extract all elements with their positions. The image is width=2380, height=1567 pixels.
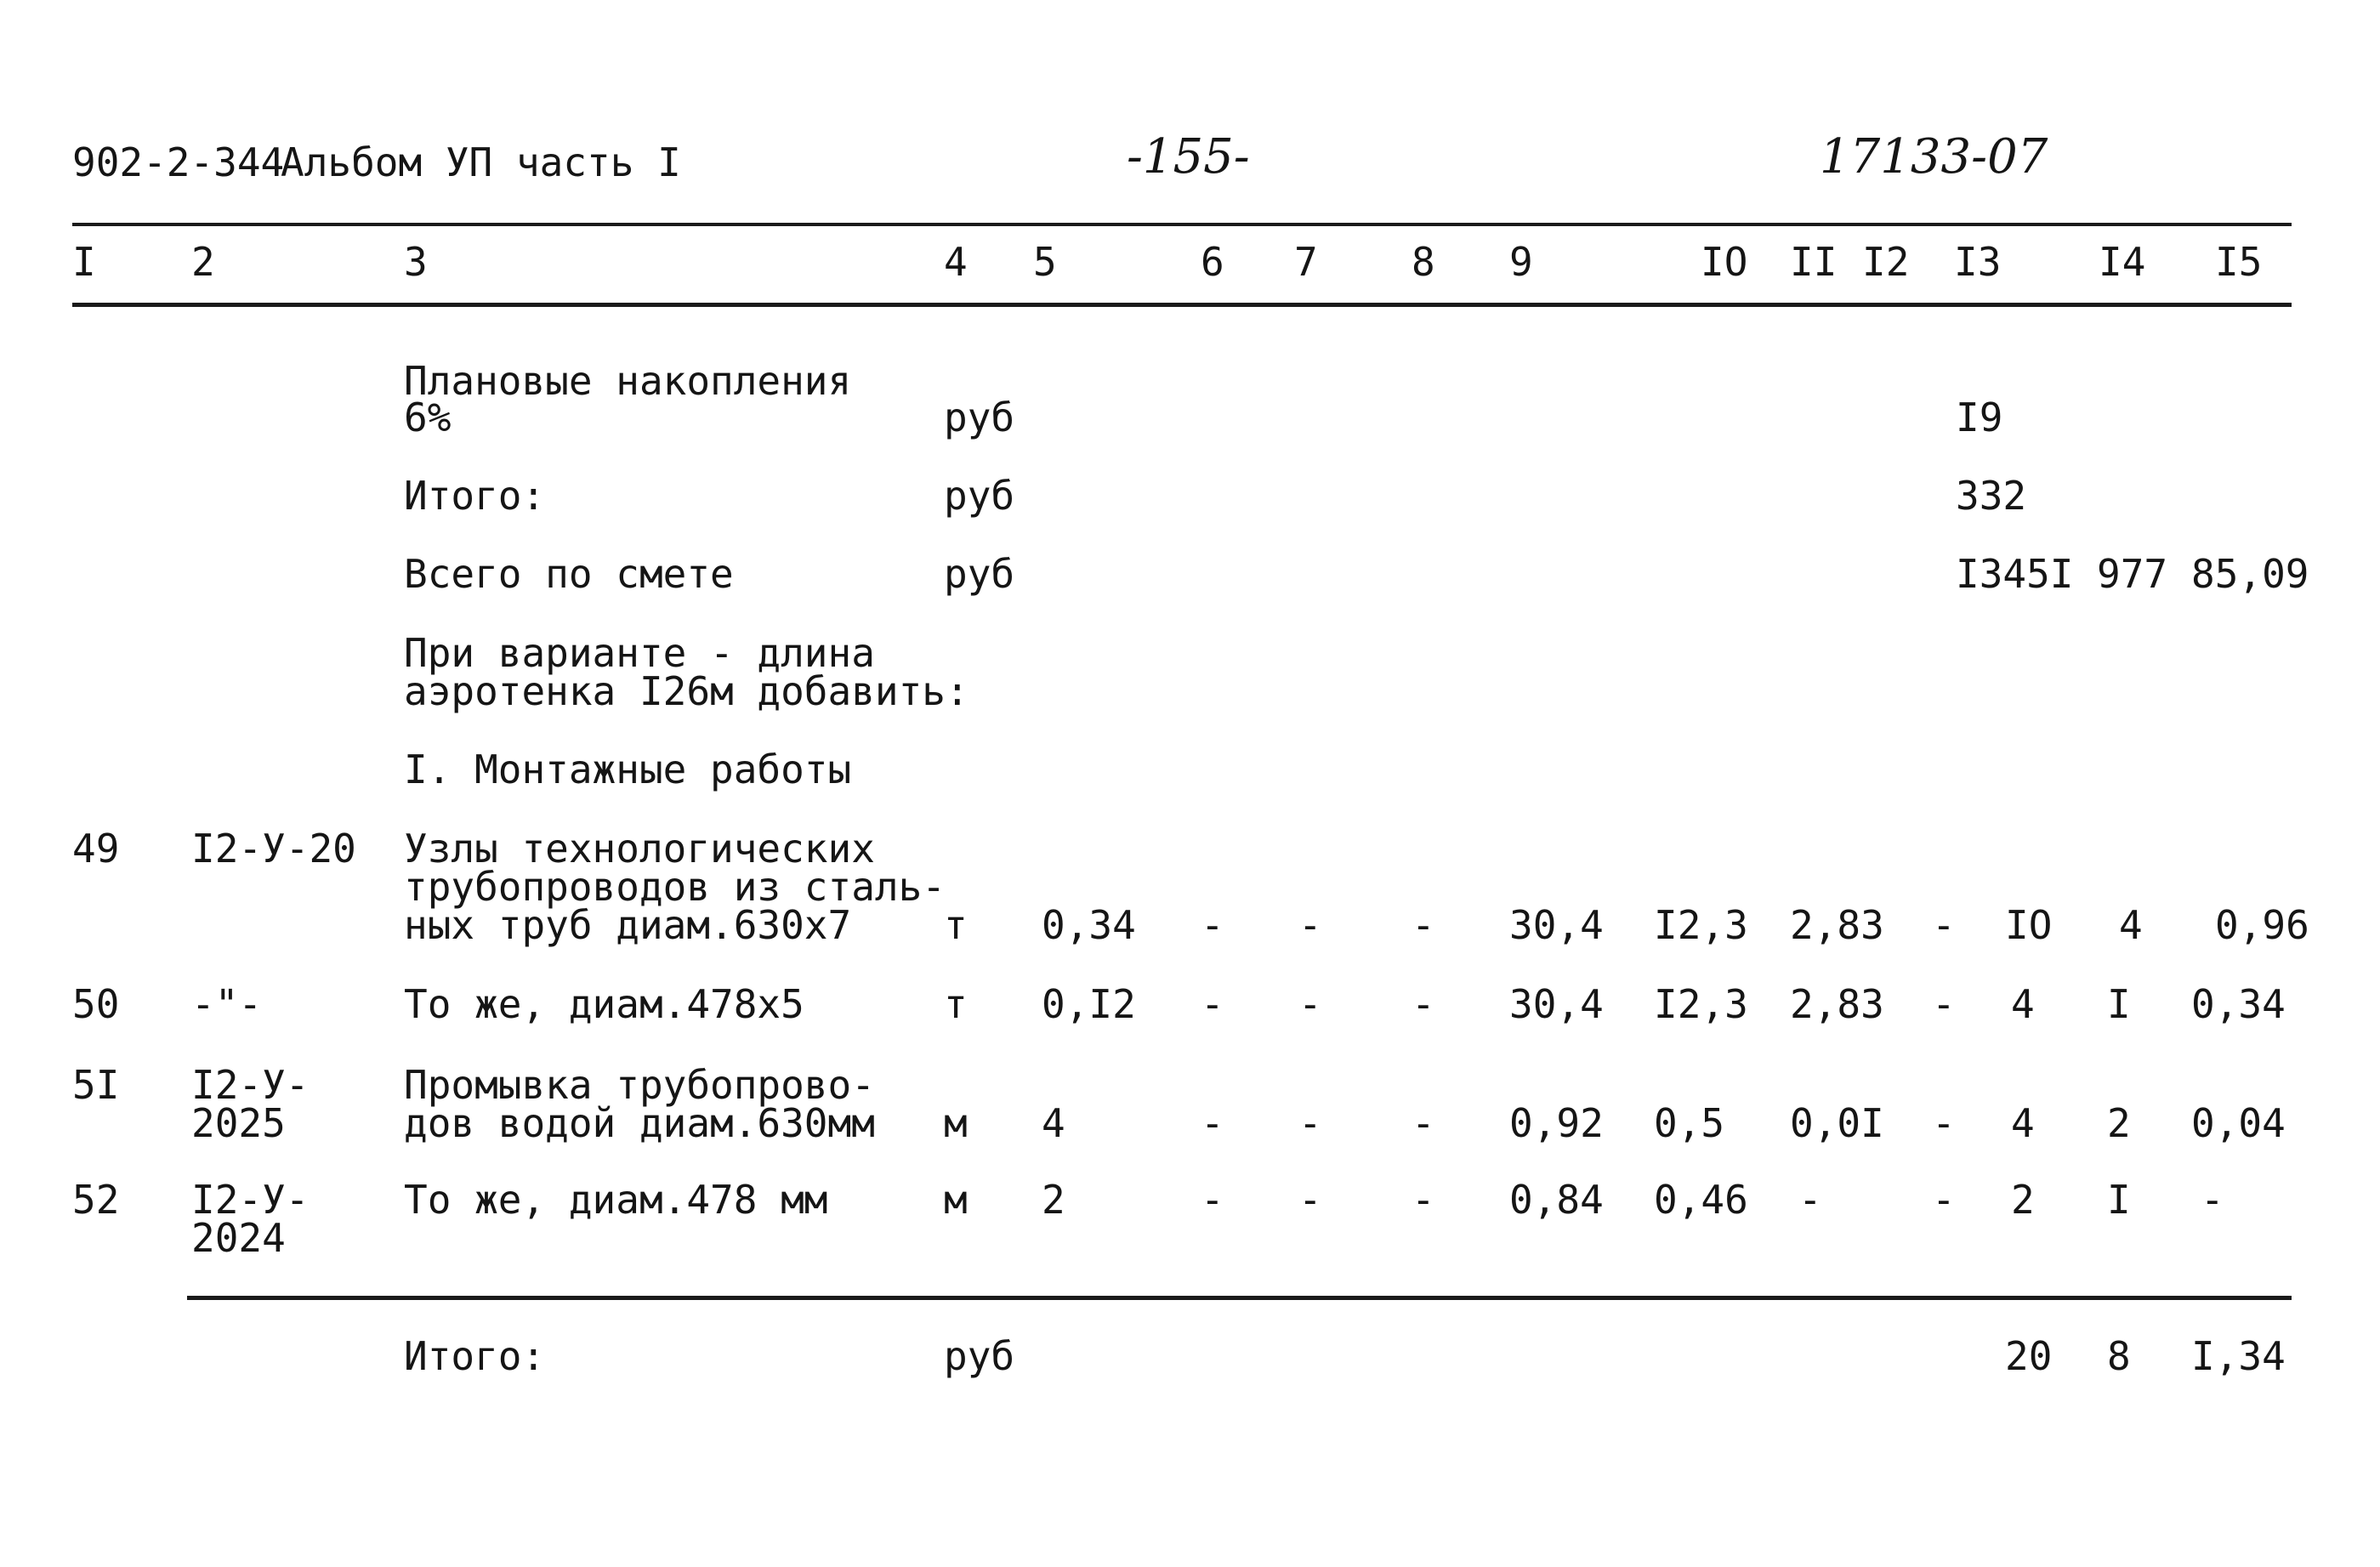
row-number: 52: [72, 1177, 120, 1223]
planned-col13: I9: [1956, 395, 2003, 440]
row-col15: -: [2201, 1177, 2224, 1223]
variant-note-line-1: При варианте - длина: [404, 630, 875, 676]
row-code-line: 2024: [191, 1215, 286, 1261]
col-header-4: 4: [944, 239, 968, 285]
total-label: Итого:: [404, 473, 546, 519]
row-description-line: дов водой диам.630мм: [404, 1100, 875, 1146]
row-col7: -: [1298, 1177, 1322, 1223]
row-number: 49: [72, 826, 120, 872]
row-number: 5I: [72, 1062, 120, 1108]
row-col14: 2: [2107, 1100, 2131, 1146]
col-header-5: 5: [1033, 239, 1057, 285]
row-code-line: I2-У-: [191, 1177, 310, 1223]
row-col14: I: [2107, 981, 2131, 1027]
row-col12: -: [1932, 981, 1956, 1027]
col-header-2: 2: [191, 239, 215, 285]
planned-label-line-2: 6%: [404, 395, 452, 440]
col-header-10: IO: [1701, 239, 1748, 285]
col-header-6: 6: [1201, 239, 1224, 285]
row-col9: 30,4: [1509, 981, 1604, 1027]
row-col7: -: [1298, 981, 1322, 1027]
row-col12: -: [1932, 1100, 1956, 1146]
document-code: 902-2-344: [72, 139, 285, 185]
row-col7: -: [1298, 902, 1322, 948]
row-col8: -: [1412, 981, 1435, 1027]
row-description-line: ных труб диам.630х7: [404, 902, 852, 948]
row-col11: 0,0I: [1790, 1100, 1884, 1146]
row-col13: 4: [2011, 981, 2035, 1027]
header-bottom-rule: [72, 303, 2292, 307]
grand-total-label: Всего по смете: [404, 551, 734, 597]
final-total-col13: 20: [2005, 1333, 2053, 1379]
row-col9: 0,84: [1509, 1177, 1604, 1223]
totals-rule: [187, 1296, 2292, 1300]
grand-total-col14: 977: [2097, 551, 2168, 597]
row-col14: I: [2107, 1177, 2131, 1223]
row-col6: -: [1201, 1177, 1224, 1223]
col-header-14: I4: [2099, 239, 2146, 285]
row-col5: 0,I2: [1042, 981, 1136, 1027]
row-col9: 30,4: [1509, 902, 1604, 948]
row-col15: 0,34: [2191, 981, 2286, 1027]
row-col11: -: [1798, 1177, 1822, 1223]
variant-note-line-2: аэротенка I26м добавить:: [404, 668, 969, 714]
col-header-15: I5: [2215, 239, 2263, 285]
row-code-line: 2025: [191, 1100, 286, 1146]
row-col6: -: [1201, 1100, 1224, 1146]
row-description-line: То же, диам.478 мм: [404, 1177, 828, 1223]
row-col10: 0,46: [1654, 1177, 1748, 1223]
row-col6: -: [1201, 981, 1224, 1027]
row-col12: -: [1932, 1177, 1956, 1223]
col-header-1: I: [72, 239, 96, 285]
row-unit: м: [944, 1177, 968, 1223]
total-col13: 332: [1956, 473, 2027, 519]
col-header-8: 8: [1412, 239, 1435, 285]
row-col5: 0,34: [1042, 902, 1136, 948]
final-total-col14: 8: [2107, 1333, 2131, 1379]
row-col10: 0,5: [1654, 1100, 1725, 1146]
album-title: Альбом УП часть I: [281, 139, 681, 185]
row-code: -"-: [191, 981, 263, 1027]
section-title: I. Монтажные работы: [404, 747, 852, 792]
header-top-rule: [72, 223, 2292, 226]
row-col8: -: [1412, 1100, 1435, 1146]
col-header-7: 7: [1294, 239, 1318, 285]
row-col6: -: [1201, 902, 1224, 948]
row-col11: 2,83: [1790, 902, 1884, 948]
planned-label-line-1: Плановые накопления: [404, 358, 852, 404]
row-number: 50: [72, 981, 120, 1027]
row-unit: т: [944, 981, 968, 1027]
grand-total-unit: руб: [944, 551, 1015, 597]
final-total-label: Итого:: [404, 1333, 546, 1379]
col-header-13: I3: [1954, 239, 2002, 285]
row-col7: -: [1298, 1100, 1322, 1146]
row-col5: 2: [1042, 1177, 1065, 1223]
row-col5: 4: [1042, 1100, 1065, 1146]
row-col13: 4: [2011, 1100, 2035, 1146]
col-header-9: 9: [1509, 239, 1533, 285]
row-description-line: То же, диам.478х5: [404, 981, 804, 1027]
row-col13: IO: [2005, 902, 2053, 948]
row-code-line: I2-У-: [191, 1062, 310, 1108]
row-col14: 4: [2119, 902, 2143, 948]
row-col8: -: [1412, 902, 1435, 948]
sheet-code: 17133-07: [1820, 129, 2048, 185]
planned-unit: руб: [944, 395, 1015, 440]
row-col10: I2,3: [1654, 902, 1748, 948]
final-total-col15: I,34: [2191, 1333, 2286, 1379]
row-description-line: Узлы технологических: [404, 826, 875, 872]
row-col10: I2,3: [1654, 981, 1748, 1027]
row-unit: м: [944, 1100, 968, 1146]
row-col15: 0,04: [2191, 1100, 2286, 1146]
row-description-line: трубопроводов из сталь-: [404, 864, 946, 910]
row-col12: -: [1932, 902, 1956, 948]
row-col11: 2,83: [1790, 981, 1884, 1027]
row-col15: 0,96: [2215, 902, 2309, 948]
final-total-unit: руб: [944, 1333, 1015, 1379]
page-number: -155-: [1127, 129, 1250, 185]
row-code: I2-У-20: [191, 826, 356, 872]
row-description-line: Промывка трубопрово-: [404, 1062, 875, 1108]
row-col9: 0,92: [1509, 1100, 1604, 1146]
row-unit: т: [944, 902, 968, 948]
col-header-11: II: [1790, 239, 1838, 285]
grand-total-col13: I345I: [1956, 551, 2074, 597]
col-header-3: 3: [404, 239, 428, 285]
total-unit: руб: [944, 473, 1015, 519]
col-header-12: I2: [1862, 239, 1910, 285]
row-col13: 2: [2011, 1177, 2035, 1223]
row-col8: -: [1412, 1177, 1435, 1223]
grand-total-col15: 85,09: [2191, 551, 2309, 597]
